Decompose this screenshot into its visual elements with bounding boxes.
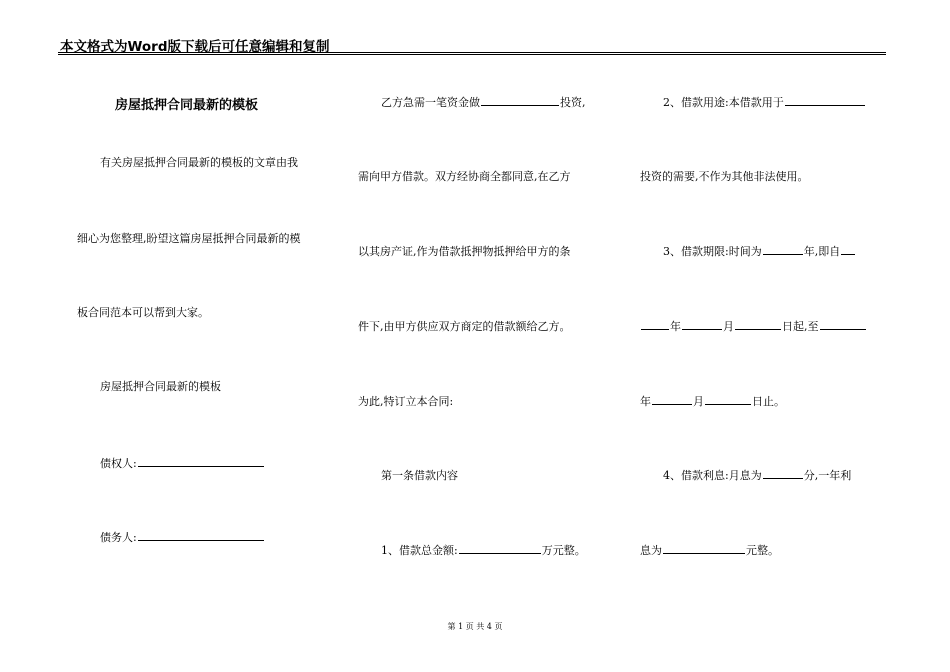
end-date-line [640,393,785,409]
start-day-unit: 日起,至 [782,320,819,333]
debtor-blank [138,529,264,541]
purpose-line-2: 投资的需要,不作为其他非法使用。 [640,170,809,183]
creditor-line [100,455,265,471]
section-1-heading: 第一条借款内容 [381,469,458,482]
loan-amount-unit: 万元整。 [541,544,586,557]
col2-line-2: 需向甲方借款。双方经协商全都同意,在乙方 [358,170,571,183]
end-day-unit: 日止。 [752,395,785,408]
term-suffix: 年,即自 [803,245,841,258]
start-date-line [640,318,867,334]
page-number: 第 1 页 共 4 页 [447,622,503,631]
start-year-blank [641,318,669,330]
interest-total-blank [663,542,745,554]
creditor-blank [138,455,264,467]
interest-label: 4、借款利息:月息为 [663,469,762,482]
header-rule-double [58,54,886,55]
col2-line-4: 件下,由甲方供应双方商定的借款额给乙方。 [358,320,571,333]
end-year-blank [820,318,866,330]
col2-line-1-a: 乙方急需一笔资金做 [381,96,480,109]
interest-total-label: 息为 [640,544,662,557]
start-month-blank [682,318,722,330]
interest-rate-blank [763,467,803,479]
debtor-line [100,529,265,545]
col2-line-1-b: 投资, [560,96,586,109]
term-label: 3、借款期限:时间为 [663,245,762,258]
col2-line-3: 以其房产证,作为借款抵押物抵押给甲方的条 [358,245,571,258]
interest-line [663,467,851,483]
intro-line-3: 板合同范本可以帮到大家。 [77,306,209,319]
interest-suffix: 分,一年利 [803,469,852,482]
end-year-unit: 年 [640,395,651,408]
col2-line-1 [381,94,586,110]
loan-amount-line [381,542,586,558]
debtor-label: 债务人: [100,531,137,544]
start-year-unit: 年 [670,320,681,333]
term-years-blank [763,243,803,255]
purpose-line [663,94,866,110]
end-day-blank [705,393,751,405]
document-header: 本文格式为Word版下载后可任意编辑和复制 [60,39,330,55]
creditor-label: 债权人: [100,457,137,470]
end-month-unit: 月 [693,395,704,408]
start-day-blank [735,318,781,330]
interest-line-2 [640,542,779,558]
term-line [663,243,856,259]
contract-subtitle: 房屋抵押合同最新的模板 [100,380,221,393]
term-from-blank [841,243,855,255]
purpose-label: 2、借款用途:本借款用于 [663,96,784,109]
header-rule [58,52,886,53]
loan-amount-blank [459,542,541,554]
intro-line-2: 细心为您整理,盼望这篇房屋抵押合同最新的模 [77,232,301,245]
col2-line-5: 为此,特订立本合同: [358,395,454,408]
loan-amount-label: 1、借款总金额: [381,544,458,557]
investment-blank [481,94,559,106]
start-month-unit: 月 [723,320,734,333]
purpose-blank [785,94,865,106]
end-month-blank [652,393,692,405]
document-title: 房屋抵押合同最新的模板 [115,98,259,113]
intro-line-1: 有关房屋抵押合同最新的模板的文章由我 [100,156,298,169]
interest-total-unit: 元整。 [746,544,779,557]
